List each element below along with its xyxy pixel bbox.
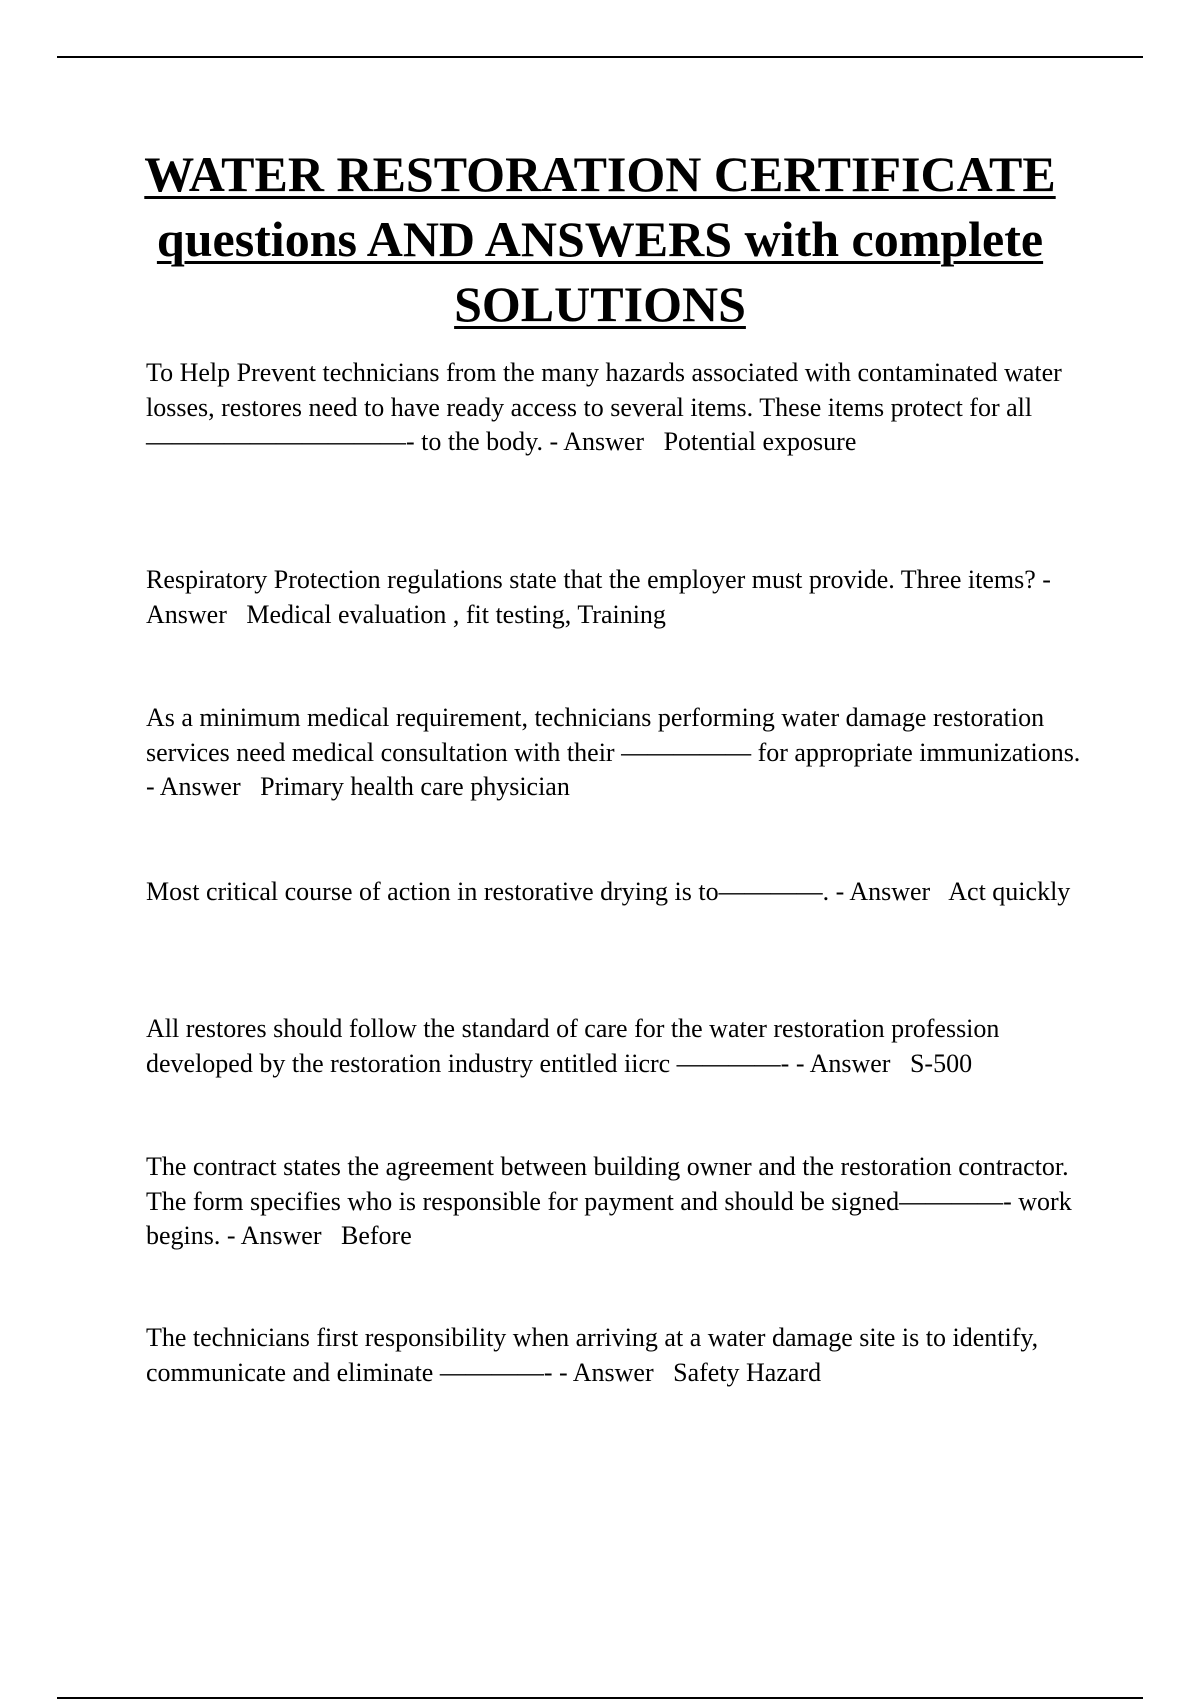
- answer-text: Primary health care physician: [260, 772, 570, 801]
- answer-label: Answer: [159, 772, 241, 801]
- answer-text: Medical evaluation , fit testing, Training: [246, 599, 666, 629]
- question-text: To Help Prevent technicians from the many hazards associated with contaminated water losses, restores need to have ready access to several items. These items protect for all——————————- to the body. -: [146, 358, 1062, 456]
- answer-label: Answer: [572, 1357, 654, 1387]
- document-title: WATER RESTORATION CERTIFICATE questions AND ANSWERS with complete SOLUTIONS: [144, 146, 1056, 332]
- qa-item-7: [146, 1321, 1086, 1390]
- answer-label: Answer: [240, 1221, 322, 1250]
- answer-label: Answer: [563, 427, 645, 456]
- qa-item-3: [146, 701, 1086, 805]
- qa-item-6: [146, 1150, 1086, 1254]
- question-text: The contract states the agreement between building owner and the restoration contractor. The form specifies who is responsible for payment and should be signed————- work begins. -: [146, 1152, 1072, 1250]
- qa-item-1: [146, 356, 1086, 460]
- bottom-rule: [57, 1697, 1143, 1699]
- top-rule: [57, 56, 1143, 58]
- answer-label: Answer: [849, 877, 931, 906]
- answer-text: Before: [341, 1221, 412, 1250]
- qa-item-5: [146, 1012, 1086, 1081]
- question-text: All restores should follow the standard of care for the water restoration profession developed by the restoration industry entitled iicrc ————- -: [146, 1014, 1000, 1078]
- qa-item-2: [146, 563, 1086, 632]
- question-text: Respiratory Protection regulations state that the employer must provide. Three items? -: [146, 565, 1051, 594]
- answer-text: Act quickly: [948, 877, 1071, 906]
- question-text: Most critical course of action in restorative drying is to————. -: [146, 877, 845, 906]
- answer-text: Safety Hazard: [673, 1357, 822, 1387]
- answer-text: Potential exposure: [663, 427, 857, 456]
- answer-label: Answer: [809, 1048, 891, 1078]
- answer-text: S-500: [909, 1048, 973, 1078]
- question-text: As a minimum medical requirement, technicians performing water damage restoration services need medical consultation with their ————— for appropriate immunizations. -: [146, 703, 1081, 801]
- qa-item-4: [146, 875, 1086, 910]
- question-text: The technicians first responsibility when arriving at a water damage site is to identify, communicate and eliminate ————- -: [146, 1323, 1039, 1387]
- answer-label: Answer: [146, 599, 227, 629]
